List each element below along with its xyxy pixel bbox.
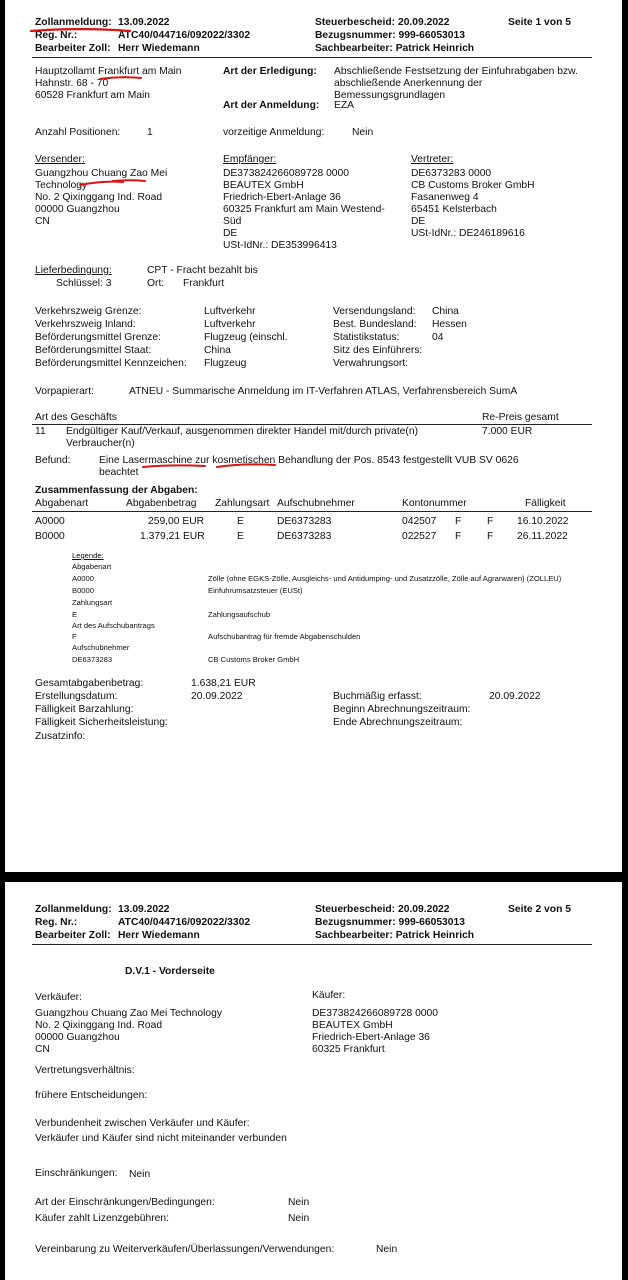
art-einschraenkungen-label: Art der Einschränkungen/Bedingungen:	[35, 1197, 215, 1208]
vorzeitig-label: vorzeitige Anmeldung:	[223, 127, 325, 138]
schluessel-label: Schlüssel: 3	[56, 278, 112, 289]
page2-title: D.V.1 - Vorderseite	[125, 966, 215, 977]
gesamt-value: 1.638,21 EUR	[191, 678, 256, 689]
legende-item: Art des Aufschubantrags	[72, 621, 155, 630]
zollanmeldung-date: 13.09.2022	[118, 17, 170, 28]
reg-value: ATC40/044716/092022/3302	[118, 917, 251, 928]
empfaenger-line1: DE373824266089728 0000	[223, 168, 349, 179]
empfaenger-line4: 60325 Frankfurt am Main Westend-	[223, 204, 385, 215]
vorzeitig-value: Nein	[352, 127, 374, 138]
legende-item: Abgabenart	[72, 562, 112, 571]
erstellung-label: Erstellungsdatum:	[35, 691, 118, 702]
office-line2: Hahnstr. 68 - 70	[35, 78, 109, 89]
verkaeufer-label: Verkäufer:	[35, 992, 82, 1003]
erledigung-line1: Abschließende Festsetzung der Einfuhrabgaben bzw.	[334, 66, 578, 77]
empfaenger-line6: DE	[223, 228, 238, 239]
table-cell: 16.10.2022	[517, 516, 569, 527]
bezugsnummer: Bezugsnummer: 999-66053013	[315, 917, 465, 928]
geschaeft-line2: Verbraucher(n)	[66, 438, 135, 449]
befoerderung-kennzeichen-label: Beförderungsmittel Kennzeichen:	[35, 358, 187, 369]
anmeldung-label: Art der Anmeldung:	[223, 100, 320, 111]
steuerbescheid: Steuerbescheid: 20.09.2022	[315, 904, 450, 915]
re-preis-value: 7.000 EUR	[482, 426, 533, 437]
lieferbedingung-label: Lieferbedingung:	[35, 265, 112, 276]
verkehrszweig-inland-label: Verkehrszweig Inland:	[35, 319, 136, 330]
erledigung-label: Art der Erledigung:	[223, 66, 317, 77]
kaeufer-line1: DE373824266089728 0000	[312, 1008, 438, 1019]
abgaben-header-betrag: Abgabenbetrag	[126, 498, 197, 509]
erledigung-line3: Bemessungsgrundlagen	[334, 90, 446, 101]
table-cell: E	[237, 516, 244, 527]
table-cell: 259,00 EUR	[148, 516, 205, 527]
empfaenger-line5: Süd	[223, 216, 242, 227]
office-line1: Hauptzollamt Frankfurt am Main	[35, 66, 182, 77]
abgaben-header-konto: Kontonummer	[402, 498, 467, 509]
befund-line2: beachtet	[99, 467, 139, 478]
legende-item: DE6373283	[72, 655, 113, 664]
table-cell: 1.379,21 EUR	[140, 531, 205, 542]
buch-label: Buchmäßig erfasst:	[333, 691, 422, 702]
abgaben-header-faelligkeit: Fälligkeit	[525, 498, 566, 509]
abgaben-header-zahlungsart: Zahlungsart	[215, 498, 270, 509]
empfaenger-line3: Friedrich-Ebert-Anlage 36	[223, 192, 341, 203]
anmeldung-value: EZA	[334, 100, 355, 111]
gesamt-label: Gesamtabgabenbetrag:	[35, 678, 144, 689]
zollanmeldung-label: Zollanmeldung:	[35, 17, 112, 28]
legende-desc-f: Aufschubantrag für fremde Abgabenschulden	[208, 632, 361, 641]
steuerbescheid: Steuerbescheid: 20.09.2022	[315, 17, 450, 28]
ort-value: Frankfurt	[183, 278, 225, 289]
lizenz-label: Käufer zahlt Lizenzgebühren:	[35, 1213, 169, 1224]
vertreter-line4: 65451 Kelsterbach	[411, 204, 497, 215]
vertreter-line3: Fasanenweg 4	[411, 192, 479, 203]
verkaeufer-line3: 00000 Guangzhou	[35, 1032, 120, 1043]
table-cell: F	[487, 516, 494, 527]
legende-desc-de: CB Customs Broker GmbH	[208, 655, 300, 664]
legende-item: A0000	[72, 574, 94, 583]
re-preis-header: Re-Preis gesamt	[482, 412, 559, 423]
versender-line2: Technology	[35, 180, 88, 191]
table-cell: B0000	[35, 531, 65, 542]
erstellung-value: 20.09.2022	[191, 691, 243, 702]
sachbearbeiter: Sachbearbeiter: Patrick Heinrich	[315, 43, 475, 54]
page-number: Seite 1 von 5	[508, 17, 571, 28]
abgaben-rule	[32, 511, 592, 512]
befoerderung-grenze-label: Beförderungsmittel Grenze:	[35, 332, 161, 343]
abgaben-header-art: Abgabenart	[35, 498, 89, 509]
legende-desc-e: Zahlungsaufschub	[208, 610, 271, 619]
lieferbedingung-value: CPT - Fracht bezahlt bis	[147, 265, 258, 276]
legende-item: B0000	[72, 586, 94, 595]
office-line3: 60528 Frankfurt am Main	[35, 90, 151, 101]
positionen-label: Anzahl Positionen:	[35, 127, 121, 138]
reg-value: ATC40/044716/092022/3302	[118, 30, 251, 41]
einschraenkungen-value: Nein	[129, 1169, 151, 1180]
kaeufer-label: Käufer:	[312, 990, 346, 1001]
verbundenheit-value: Verkäufer und Käufer sind nicht miteinander verbunden	[35, 1133, 287, 1144]
table-cell: F	[455, 516, 462, 527]
table-cell: F	[455, 531, 462, 542]
table-cell: 042507	[402, 516, 437, 527]
befoerderung-staat-value: China	[204, 345, 231, 356]
vertretung-label: Vertretungsverhältnis:	[35, 1065, 135, 1076]
versender-label: Versender:	[35, 154, 85, 165]
statistikstatus-label: Statistikstatus:	[333, 332, 400, 343]
legende-desc-a0000: Zölle (ohne EGKS-Zölle, Ausgleichs- und Antidumping- und Zusatzzölle, Zölle auf Agrarwaren) (ZOLLEU)	[208, 574, 562, 583]
positionen-value: 1	[147, 127, 153, 138]
verkaeufer-line2: No. 2 Qixinggang Ind. Road	[35, 1020, 163, 1031]
vertreter-line2: CB Customs Broker GmbH	[411, 180, 535, 191]
header-rule	[32, 944, 592, 945]
bearbeiter-value: Herr Wiedemann	[118, 930, 200, 941]
geschaeft-code: 11	[35, 426, 46, 437]
erledigung-line2: abschließende Anerkennung der	[334, 78, 483, 89]
statistikstatus-value: 04	[432, 332, 444, 343]
verkehrszweig-grenze-label: Verkehrszweig Grenze:	[35, 306, 142, 317]
kaeufer-line2: BEAUTEX GmbH	[312, 1020, 393, 1031]
bundesland-value: Hessen	[432, 319, 467, 330]
header-rule	[32, 57, 592, 58]
empfaenger-line2: BEAUTEX GmbH	[223, 180, 304, 191]
empfaenger-line7: USt-IdNr.: DE353996413	[223, 240, 337, 251]
zusatz-label: Zusatzinfo:	[35, 731, 86, 742]
vertreter-label: Vertreter:	[411, 154, 454, 165]
verbundenheit-label: Verbundenheit zwischen Verkäufer und Käufer:	[35, 1118, 250, 1129]
verkehrszweig-inland-value: Luftverkehr	[204, 319, 256, 330]
buch-value: 20.09.2022	[489, 691, 541, 702]
vertreter-line6: USt-IdNr.: DE246189616	[411, 228, 525, 239]
vereinbarung-label: Vereinbarung zu Weiterverkäufen/Überlassungen/Verwendungen:	[35, 1244, 335, 1255]
bearbeiter-label: Bearbeiter Zoll:	[35, 43, 111, 54]
sicherheit-label: Fälligkeit Sicherheitsleistung:	[35, 717, 168, 728]
document-page-1	[5, 0, 622, 872]
verwahrungsort-label: Verwahrungsort:	[333, 358, 408, 369]
lizenz-value: Nein	[288, 1213, 310, 1224]
bezugsnummer: Bezugsnummer: 999-66053013	[315, 30, 465, 41]
geschaeft-rule	[32, 424, 592, 425]
befund-line1: Eine Lasermaschine zur kosmetischen Behandlung der Pos. 8543 festgestellt VUB SV 0626	[99, 455, 519, 466]
bearbeiter-value: Herr Wiedemann	[118, 43, 200, 54]
reg-label: Reg. Nr.:	[35, 917, 78, 928]
kaeufer-line4: 60325 Frankfurt	[312, 1044, 385, 1055]
ort-label: Ort:	[147, 278, 165, 289]
geschaeft-line1: Endgültiger Kauf/Verkauf, ausgenommen direkter Handel mit/durch private(n)	[66, 426, 418, 437]
befoerderung-kennzeichen-value: Flugzeug	[204, 358, 247, 369]
befoerderung-grenze-value: Flugzeug (einschl.	[204, 332, 288, 343]
vertreter-line5: DE	[411, 216, 426, 227]
legende-item: Zahlungsart	[72, 598, 113, 607]
zollanmeldung-date: 13.09.2022	[118, 904, 170, 915]
bundesland-label: Best. Bundesland:	[333, 319, 417, 330]
abgaben-title: Zusammenfassung der Abgaben:	[35, 485, 198, 496]
vorpapier-value: ATNEU - Summarische Anmeldung im IT-Verfahren ATLAS, Verfahrensbereich SumA	[129, 386, 518, 397]
table-cell: 26.11.2022	[517, 531, 568, 542]
reg-label: Reg. Nr.:	[35, 30, 78, 41]
legende-desc-b0000: Einfuhrumsatzsteuer (EUSt)	[208, 586, 303, 595]
legende-item: Aufschubnehmer	[72, 643, 130, 652]
abgaben-header-aufschub: Aufschubnehmer	[277, 498, 355, 509]
ende-label: Ende Abrechnungszeitraum:	[333, 717, 463, 728]
sitz-label: Sitz des Einführers:	[333, 345, 423, 356]
versendungsland-label: Versendungsland:	[333, 306, 416, 317]
table-cell: 022527	[402, 531, 437, 542]
barzahlung-label: Fälligkeit Barzahlung:	[35, 704, 134, 715]
verkaeufer-line4: CN	[35, 1044, 50, 1055]
versender-line1: Guangzhou Chuang Zao Mei	[35, 168, 168, 179]
bearbeiter-label: Bearbeiter Zoll:	[35, 930, 111, 941]
art-einschraenkungen-value: Nein	[288, 1197, 310, 1208]
geschaeft-header: Art des Geschäfts	[35, 412, 117, 423]
table-cell: DE6373283	[277, 531, 332, 542]
table-cell: DE6373283	[277, 516, 332, 527]
legende-item: E	[72, 610, 78, 619]
table-cell: E	[237, 531, 244, 542]
vereinbarung-value: Nein	[376, 1244, 398, 1255]
versender-line4: 00000 Guangzhou	[35, 204, 120, 215]
verkehrszweig-grenze-value: Luftverkehr	[204, 306, 256, 317]
table-cell: A0000	[35, 516, 65, 527]
befund-label: Befund:	[35, 455, 71, 466]
legende-title: Legende:	[72, 551, 104, 560]
verkaeufer-line1: Guangzhou Chuang Zao Mei Technology	[35, 1008, 222, 1019]
fruehere-label: frühere Entscheidungen:	[35, 1090, 148, 1101]
beginn-label: Beginn Abrechnungszeitraum:	[333, 704, 471, 715]
versender-line3: No. 2 Qixinggang Ind. Road	[35, 192, 163, 203]
versender-line5: CN	[35, 216, 50, 227]
befoerderung-staat-label: Beförderungsmittel Staat:	[35, 345, 152, 356]
sachbearbeiter: Sachbearbeiter: Patrick Heinrich	[315, 930, 475, 941]
table-cell: F	[487, 531, 494, 542]
kaeufer-line3: Friedrich-Ebert-Anlage 36	[312, 1032, 430, 1043]
vertreter-line1: DE6373283 0000	[411, 168, 492, 179]
page-number: Seite 2 von 5	[508, 904, 571, 915]
document-page-2	[5, 882, 622, 1280]
einschraenkungen-label: Einschränkungen:	[35, 1168, 118, 1179]
vorpapier-label: Vorpapierart:	[35, 386, 94, 397]
empfaenger-label: Empfänger:	[223, 154, 277, 165]
legende-item: F	[72, 632, 77, 641]
versendungsland-value: China	[432, 306, 459, 317]
zollanmeldung-label: Zollanmeldung:	[35, 904, 112, 915]
